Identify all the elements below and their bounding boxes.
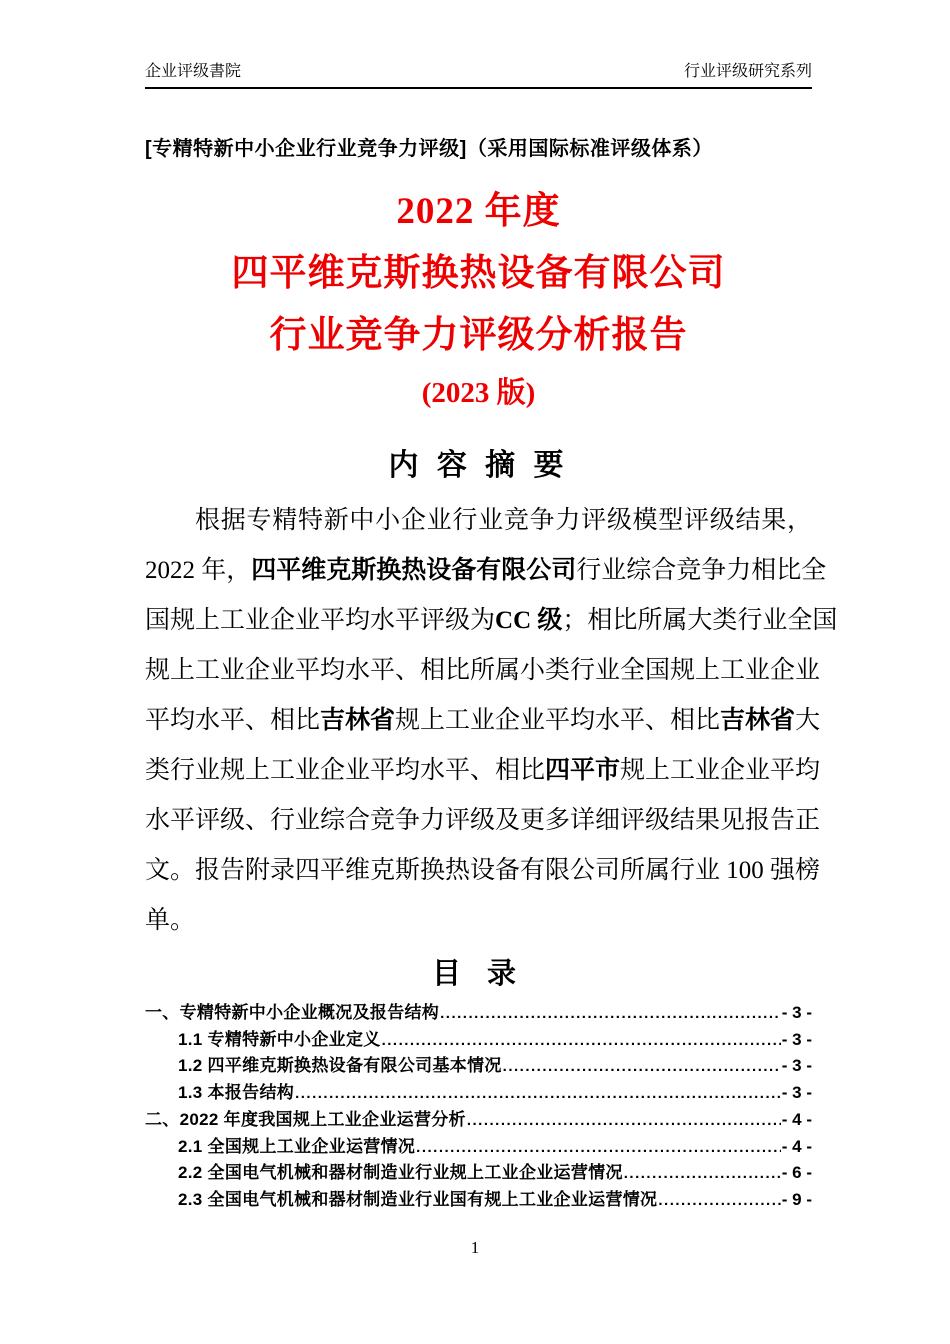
- toc-entry: [145, 1160, 812, 1187]
- toc-page-number: - 3 -: [781, 1083, 812, 1103]
- summary-line: 文。报告附录四平维克斯换热设备有限公司所属行业 100 强榜: [145, 857, 821, 884]
- toc-entry: [145, 1080, 812, 1107]
- summary-line: 国规上工业企业平均水平评级为CC 级；相比所属大类行业全国: [145, 607, 838, 634]
- summary-line: 2022 年，四平维克斯换热设备有限公司行业综合竞争力相比全: [145, 557, 827, 584]
- version-label: (2023 版): [421, 377, 536, 409]
- company-name-title: 四平维克斯换热设备有限公司: [231, 253, 726, 294]
- header-left-label: 企业评级書院: [145, 63, 242, 80]
- summary-line: 单。: [145, 907, 196, 934]
- toc-entry-label: 1.3 本报告结构: [178, 1083, 295, 1103]
- page-header: [145, 62, 812, 89]
- toc-entry: [145, 1134, 812, 1161]
- summary-line: 根据专精特新中小企业行业竞争力评级模型评级结果，: [195, 507, 812, 534]
- toc-heading: 目 录: [431, 958, 526, 990]
- header-right-label: 行业评级研究系列: [683, 63, 812, 80]
- table-of-contents: [145, 1000, 812, 1214]
- page-number: 1: [470, 1238, 480, 1257]
- toc-leader-dots: [416, 1135, 781, 1161]
- toc-leader-dots: [467, 1108, 781, 1134]
- toc-leader-dots: [295, 1081, 781, 1107]
- summary-line: 类行业规上工业企业平均水平、相比四平市规上工业企业平均: [145, 757, 821, 784]
- toc-entry: [145, 1027, 812, 1054]
- toc-leader-dots: [440, 1001, 781, 1027]
- toc-leader-dots: [658, 1188, 780, 1214]
- summary-heading: 内 容 摘 要: [388, 449, 569, 482]
- toc-entry-label: 二、2022 年度我国规上工业企业运营分析: [145, 1109, 466, 1129]
- toc-leader-dots: [624, 1161, 781, 1187]
- report-year-title: 2022 年度: [396, 191, 561, 232]
- toc-leader-dots: [503, 1054, 781, 1080]
- toc-entry-label: 1.2 四平维克斯换热设备有限公司基本情况: [178, 1056, 502, 1076]
- toc-entry: [145, 1053, 812, 1080]
- report-type-subtitle: [专精特新中小企业行业竞争力评级]（采用国际标准评级体系）: [145, 138, 713, 160]
- toc-entry: [145, 1107, 812, 1134]
- toc-leader-dots: [382, 1028, 781, 1054]
- toc-page-number: - 4 -: [781, 1109, 812, 1129]
- toc-page-number: - 4 -: [781, 1136, 812, 1156]
- summary-paragraph: [145, 496, 838, 946]
- toc-entry-label: 2.2 全国电气机械和器材制造业行业规上工业企业运营情况: [178, 1163, 623, 1183]
- report-name-title: 行业竞争力评级分析报告: [269, 315, 688, 356]
- toc-page-number: - 3 -: [781, 1003, 812, 1022]
- toc-page-number: - 3 -: [781, 1029, 812, 1049]
- toc-entry-label: 2.3 全国电气机械和器材制造业行业国有规上工业企业运营情况: [178, 1189, 658, 1209]
- toc-entry: [145, 1000, 812, 1027]
- summary-line: 水平评级、行业综合竞争力评级及更多详细评级结果见报告正: [145, 807, 821, 834]
- toc-entry-label: 1.1 专精特新中小企业定义: [178, 1029, 381, 1049]
- summary-line: 平均水平、相比吉林省规上工业企业平均水平、相比吉林省大: [145, 707, 821, 734]
- toc-entry-label: 2.1 全国规上工业企业运营情况: [178, 1136, 416, 1156]
- toc-page-number: - 3 -: [781, 1056, 812, 1076]
- toc-entry: [145, 1187, 812, 1214]
- title-block: [145, 181, 812, 416]
- toc-page-number: - 9 -: [781, 1189, 812, 1209]
- summary-line: 规上工业企业平均水平、相比所属小类行业全国规上工业企业: [145, 657, 821, 684]
- toc-page-number: - 6 -: [781, 1163, 812, 1183]
- toc-entry-label: 一、专精特新中小企业概况及报告结构: [145, 1003, 440, 1022]
